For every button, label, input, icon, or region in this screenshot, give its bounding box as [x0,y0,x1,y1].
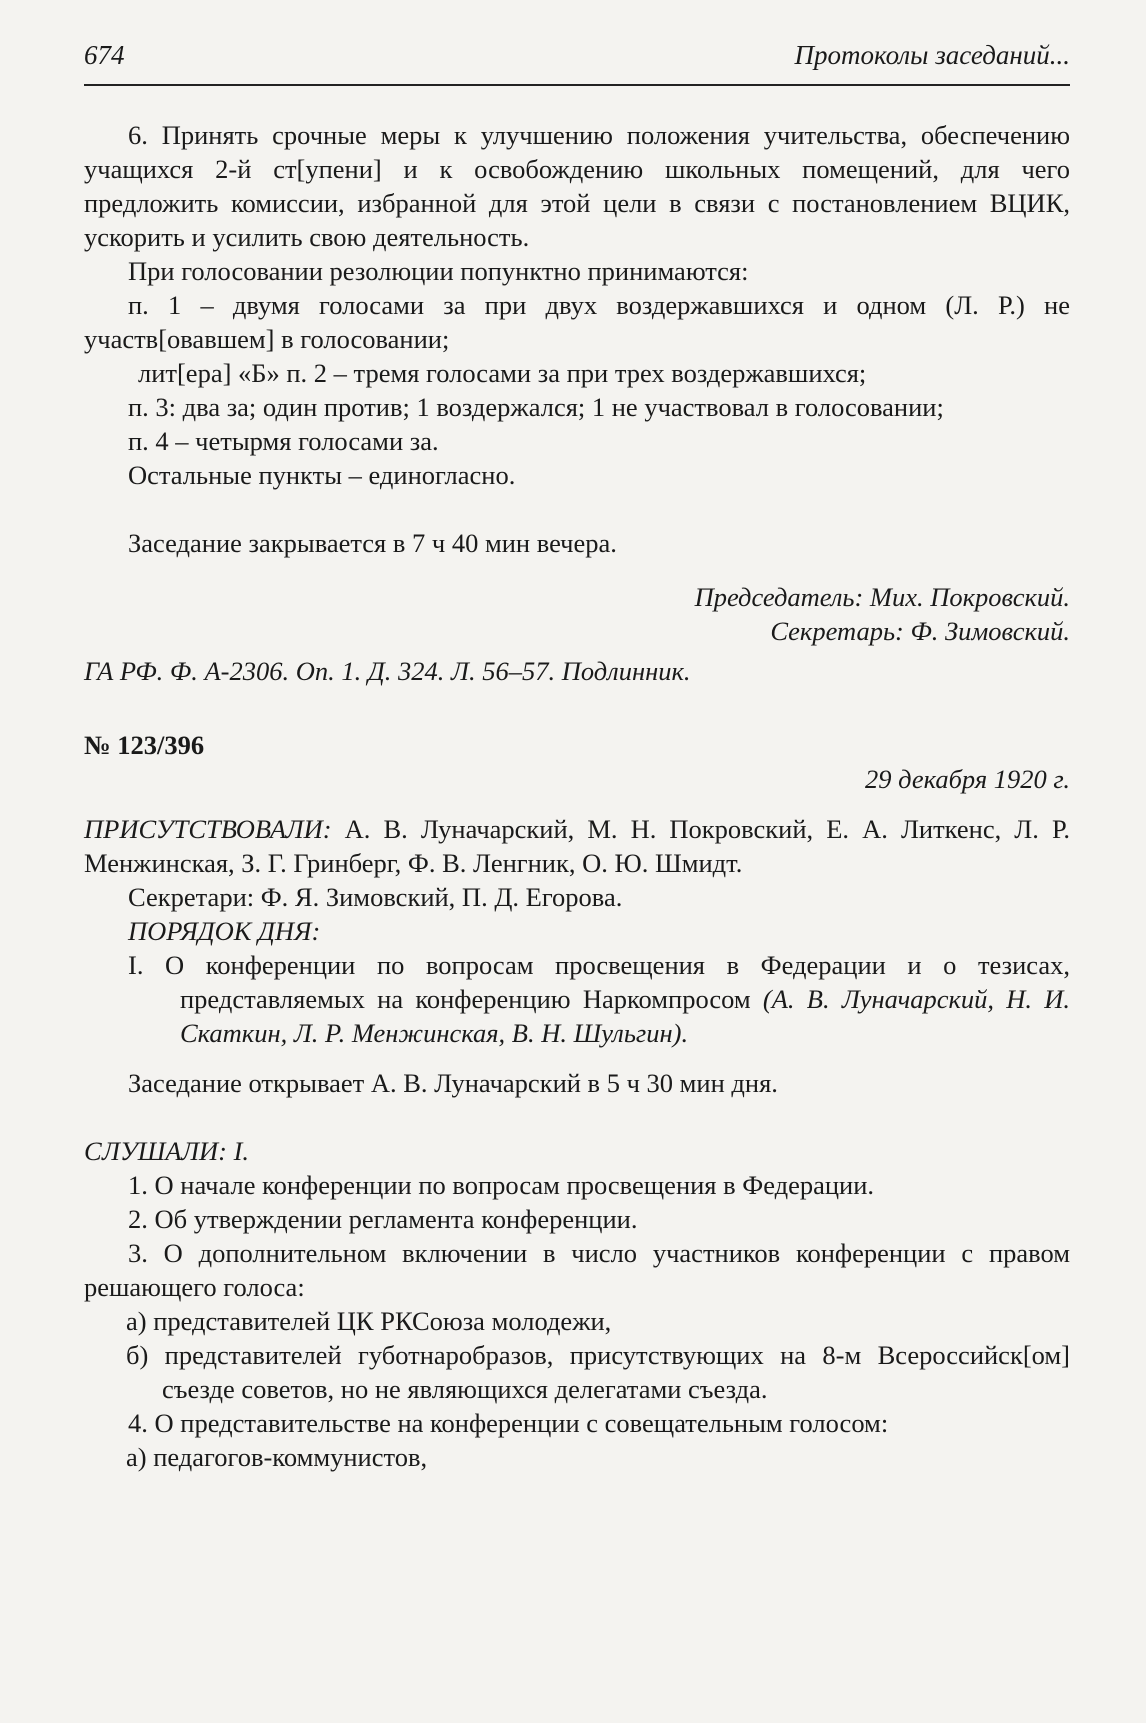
protocol-date: 29 декабря 1920 г. [864,764,1070,794]
secretary-signature: Секретарь: Ф. Зимовский. [770,616,1070,646]
voting-intro: При голосовании резолюции попунктно принимаются: [128,256,749,286]
archive-reference: ГА РФ. Ф. А-2306. Оп. 1. Д. 324. Л. 56–57. Подлинник. [84,656,691,686]
meeting-opening: Заседание открывает А. В. Луначарский в 5 ч 30 мин дня. [128,1068,778,1098]
vote-point-2: лит[ера] «Б» п. 2 – тремя голосами за при трех воздержавшихся; [138,358,867,388]
agenda-item-speakers: (А. В. Луначарский, Н. И. Скаткин, Л. Р. Менжинская, В. Н. Шульгин). [180,984,1071,1048]
page-number: 674 [84,40,125,70]
chairman-signature: Председатель: Мих. Покровский. [694,582,1070,612]
secretaries: Секретари: Ф. Я. Зимовский, П. Д. Егорова. [128,882,623,912]
heard-item-3a: а) представителей ЦК РКСоюза молодежи, [126,1306,612,1336]
heard-item-3b: б) представителей губотнаробразов, присутствующих на 8-м Всероссийск[ом] съезде советов, но не являющихся делегатами съезда. [126,1340,1070,1404]
running-header [84,34,1070,86]
heard-item-2: 2. Об утверждении регламента конференции. [128,1204,638,1234]
present-names: А. В. Луначарский, М. Н. Покровский, Е. А. Литкенс, Л. Р. Менжинская, З. Г. Гринберг, Ф. В. Ленгник, О. Ю. Шмидт. [84,814,1070,878]
protocol-number: № 123/396 [84,730,205,760]
heard-item-4: 4. О представительстве на конференции с совещательным голосом: [128,1408,889,1438]
present-list [84,812,1070,880]
document-body [84,118,1070,1474]
heard-label: СЛУШАЛИ: I. [84,1136,250,1166]
vote-point-1: п. 1 – двумя голосами за при двух воздержавшихся и одном (Л. Р.) не участв[овавшем] в голосовании; [84,290,1070,354]
vote-point-3: п. 3: два за; один против; 1 воздержался; 1 не участвовал в голосовании; [128,392,944,422]
resolution-item-6: 6. Принять срочные меры к улучшению положения учительства, обеспечению учащихся 2-й ст[упени] и к освобождению школьных помещений, для чего предложить комиссии, избранной для этой цели в связи с постановлением ВЦИК, ускорить и усилить свою деятельность. [84,120,1070,252]
agenda-item-text: I. О конференции по вопросам просвещения в Федерации и о тезисах, представляемых на конференцию Наркомпросом [128,950,1070,1014]
heard-item-3: 3. О дополнительном включении в число участников конференции с правом решающего голоса: [84,1238,1070,1302]
running-title: Протоколы заседаний... [794,40,1070,70]
heard-item-1: 1. О начале конференции по вопросам просвещения в Федерации. [128,1170,875,1200]
meeting-closing: Заседание закрывается в 7 ч 40 мин вечера. [128,528,617,558]
agenda-label: ПОРЯДОК ДНЯ: [128,916,321,946]
agenda-item-1 [84,948,1070,1050]
present-label: ПРИСУТСТВОВАЛИ: [84,814,332,844]
heard-item-4a: а) педагогов-коммунистов, [126,1442,428,1472]
vote-point-4: п. 4 – четырмя голосами за. [128,426,439,456]
vote-rest: Остальные пункты – единогласно. [128,460,516,490]
